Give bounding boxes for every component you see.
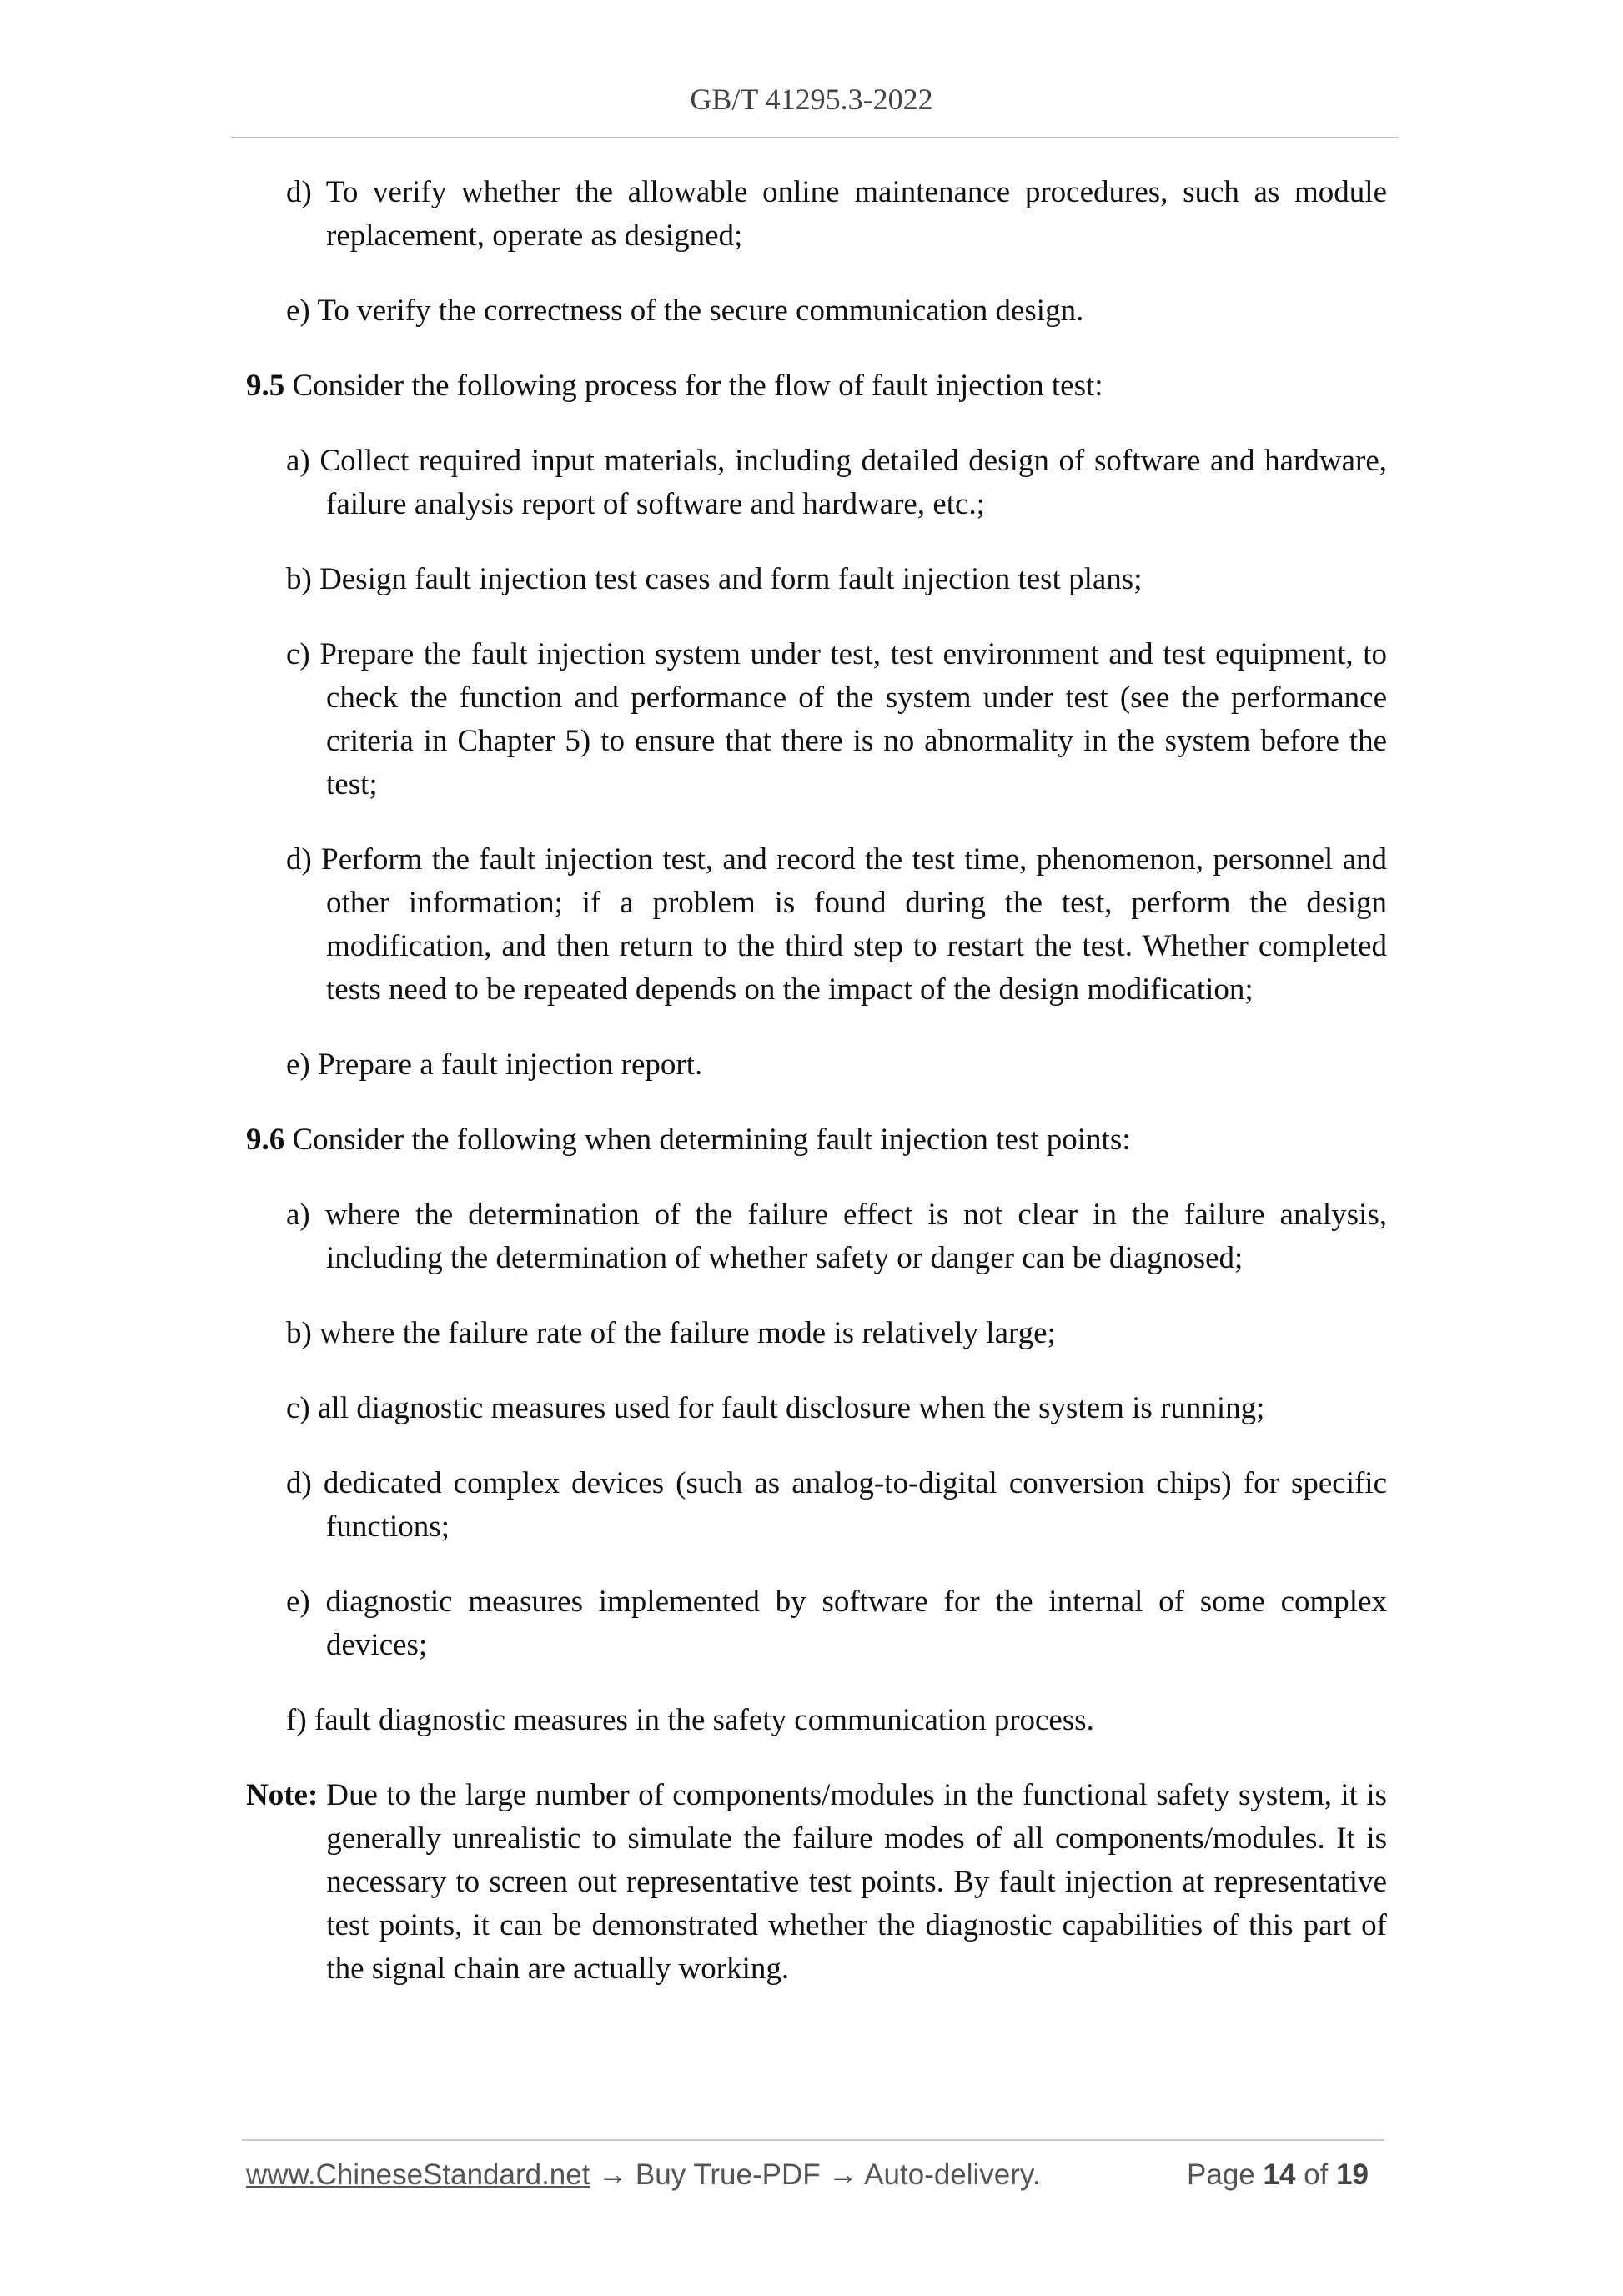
list-item-9-6-b: b) where the failure rate of the failure mode is relatively large; xyxy=(286,1316,1056,1350)
promo-text: → Buy True-PDF → Auto-delivery. xyxy=(590,2158,1041,2191)
list-item-9-6-d: d) dedicated complex devices (such as analog-to-digital conversion chips) for specific functions; xyxy=(286,1466,1387,1544)
list-item-9-5-a: a) Collect required input materials, including detailed design of software and hardware, failure analysis report of software and hardware, etc.; xyxy=(286,444,1387,521)
note-block xyxy=(246,1774,1387,1991)
page-number: 14 xyxy=(1263,2158,1296,2191)
clause-number: 9.6 xyxy=(246,1123,285,1157)
list-item-9-6-f: f) fault diagnostic measures in the safety communication process. xyxy=(286,1703,1094,1737)
list-item-9-5-e: e) Prepare a fault injection report. xyxy=(286,1048,703,1082)
list-item-9-5-d: d) Perform the fault injection test, and record the test time, phenomenon, personnel and other information; if a problem is found during the test, perform the design modification, and then return to the third step to restart the test. Whether completed tests need to be repeated depends on the impact of the design modification; xyxy=(286,842,1387,1007)
clause-text: Consider the following when determining fault injection test points: xyxy=(284,1123,1131,1157)
clause-text: Consider the following process for the flow of fault injection test: xyxy=(284,369,1103,403)
list-item-top-e: e) To verify the correctness of the secure communication design. xyxy=(286,294,1084,328)
list-item-9-6-e: e) diagnostic measures implemented by software for the internal of some complex devices; xyxy=(286,1585,1387,1662)
clause-number: 9.5 xyxy=(246,369,285,403)
page-total: 19 xyxy=(1336,2158,1369,2191)
note-label: Note: xyxy=(246,1778,319,1812)
list-item-9-5-b: b) Design fault injection test cases and form fault injection test plans; xyxy=(286,562,1143,596)
clause-9-5-heading xyxy=(246,364,1387,408)
list-item-top-d: d) To verify whether the allowable online maintenance procedures, such as module replacement, operate as designed; xyxy=(286,175,1387,253)
footer-promo xyxy=(246,2158,1041,2192)
document-body xyxy=(246,171,1387,1991)
site-link[interactable]: www.ChineseStandard.net xyxy=(246,2158,590,2191)
list-item-9-5-c: c) Prepare the fault injection system under test, test environment and test equipment, to check the function and performance of the system under test (see the performance criteria in Chapter 5) to ensure that there is no abnormality in the system before the test; xyxy=(286,637,1387,801)
note-text: Due to the large number of components/modules in the functional safety system, it is generally unrealistic to simulate the failure modes of all components/modules. It is necessary to screen out representative test points. By fault injection at representative test points, it can be demonstrated whether the diagnostic capabilities of this part of the signal chain are actually working. xyxy=(326,1778,1387,1986)
document-header xyxy=(0,82,1623,117)
header-divider xyxy=(231,137,1399,138)
of-word: of xyxy=(1295,2158,1337,2191)
page-indicator xyxy=(1187,2158,1369,2192)
clause-9-6-heading xyxy=(246,1118,1387,1162)
list-item-9-6-a: a) where the determination of the failure effect is not clear in the failure analysis, including the determination of whether safety or danger can be diagnosed; xyxy=(286,1198,1387,1275)
standard-code: GB/T 41295.3-2022 xyxy=(690,83,933,116)
footer-divider xyxy=(242,2139,1384,2141)
page-word: Page xyxy=(1187,2158,1264,2191)
list-item-9-6-c: c) all diagnostic measures used for fault disclosure when the system is running; xyxy=(286,1391,1265,1425)
